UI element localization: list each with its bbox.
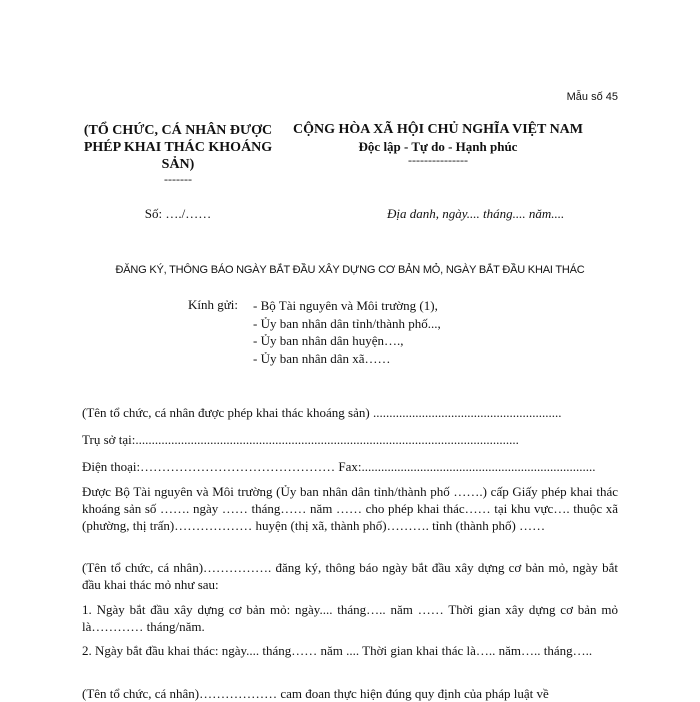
- commitment-paragraph: (Tên tổ chức, cá nhân)……………… cam đoan thực hiện đúng quy định của pháp luật về: [82, 686, 549, 701]
- form-number: Mẫu số 45: [566, 91, 618, 103]
- place-and-date: Địa danh, ngày.... tháng.... năm....: [387, 206, 565, 221]
- recipient-item: - Ủy ban nhân dân xã……: [253, 350, 391, 366]
- mining-start-item: 2. Ngày bắt đầu khai thác: ngày.... tháng…… năm .... Thời gian khai thác là….. năm….. tháng…..: [82, 643, 593, 658]
- recipient-item: - Ủy ban nhân dân tỉnh/thành phố...,: [253, 315, 441, 331]
- recipients-label: Kính gửi:: [188, 297, 239, 312]
- national-divider: ---------------: [408, 153, 468, 167]
- national-title: CỘNG HÒA XÃ HỘI CHỦ NGHĨA VIỆT NAM: [292, 122, 583, 137]
- document-number: Số: …./……: [144, 206, 212, 221]
- construction-start-item: 1. Ngày bắt đầu xây dựng cơ bản mỏ: ngày.... tháng….. năm …… Thời gian xây dựng cơ bản mỏ là………… tháng/năm.: [82, 602, 618, 634]
- recipient-item: - Ủy ban nhân dân huyện….,: [253, 333, 404, 348]
- organization-divider: -------: [164, 172, 192, 186]
- org-name-field: (Tên tổ chức, cá nhân được phép khai thác khoáng sản) ..........................................................: [82, 405, 562, 420]
- recipients-list: [253, 297, 441, 367]
- registration-paragraph: (Tên tổ chức, cá nhân)……………. đăng ký, thông báo ngày bắt đầu xây dựng cơ bản mỏ, ngày bắt đầu khai thác mỏ như sau:: [82, 560, 618, 592]
- organization-title: (TỔ CHỨC, CÁ NHÂN ĐƯỢC PHÉP KHAI THÁC KHOÁNG SẢN): [83, 123, 273, 172]
- address-field: Trụ sở tại:......................................................................................................................: [82, 432, 519, 447]
- recipient-item: - Bộ Tài nguyên và Môi trường (1),: [253, 298, 438, 313]
- document-title: ĐĂNG KÝ, THÔNG BÁO NGÀY BẮT ĐẦU XÂY DỰNG CƠ BẢN MỎ, NGÀY BẮT ĐẦU KHAI THÁC: [115, 264, 585, 276]
- national-motto: Độc lập - Tự do - Hạnh phúc: [358, 139, 518, 154]
- license-paragraph: Được Bộ Tài nguyên và Môi trường (Ủy ban nhân dân tỉnh/thành phố …….) cấp Giấy phép khai thác khoáng sản số ……. ngày …… tháng…… năm …… cho phép khai thác…… tại khu vực…. thuộc xã (phường, thị trấn)……………… huyện (thị xã, thành phố)………. tỉnh (thành phố) ……: [82, 484, 618, 533]
- phone-fax-field: Điện thoại:……………………………………… Fax:........................................................................: [82, 459, 596, 474]
